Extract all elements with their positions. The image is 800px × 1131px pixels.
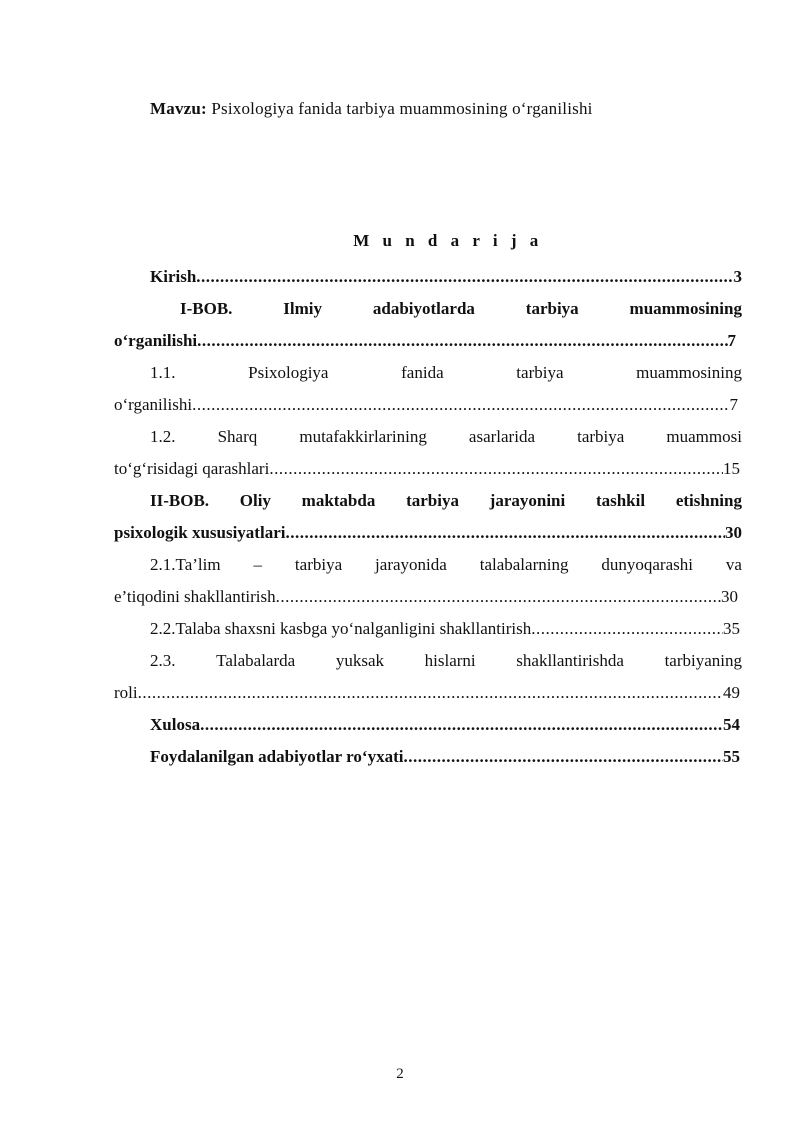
- document-topic: [150, 99, 593, 119]
- toc-entry-section-2-3[interactable]: [114, 645, 742, 709]
- toc-word: Ilmiy: [283, 299, 323, 318]
- toc-page-number: 7: [729, 395, 738, 414]
- toc-word: Oliy: [239, 491, 271, 510]
- toc-word: Talabalarda: [216, 651, 296, 670]
- toc-word: talabalarning: [479, 555, 569, 574]
- toc-word: muammosining: [636, 363, 742, 382]
- dot-leader: [403, 741, 723, 773]
- toc-entry-kirish[interactable]: [114, 261, 742, 293]
- toc-word: shakllantirishda: [516, 651, 624, 670]
- toc-page-number: 54: [723, 715, 740, 734]
- toc-entry-title-cont: o‘rganilishi: [114, 395, 193, 414]
- toc-page-number: 30: [725, 523, 742, 542]
- toc-page-number: 35: [723, 619, 740, 638]
- toc-word: tarbiyaning: [664, 651, 742, 670]
- toc-heading: M u n d a r i j a: [353, 231, 543, 250]
- toc-word: va: [725, 555, 742, 574]
- toc-page-number: 3: [733, 267, 742, 286]
- toc-entry-section-1-1[interactable]: [114, 357, 742, 421]
- toc-entry-section-2-2[interactable]: [114, 613, 742, 645]
- toc-word: mutafakkirlarining: [299, 427, 427, 446]
- topic-text: Psixologiya fanida tarbiya muammosining o‘rganilishi: [211, 99, 593, 118]
- toc-entry-xulosa[interactable]: [114, 709, 742, 741]
- toc-word: Sharq: [217, 427, 258, 446]
- toc-word: I-BOB.: [180, 299, 233, 318]
- dot-leader: [285, 517, 725, 549]
- toc-word: muammosining: [629, 299, 742, 318]
- dot-leader: [197, 325, 727, 357]
- toc-word: tarbiya: [406, 491, 459, 510]
- page-number: 2: [396, 1066, 404, 1082]
- toc-page-number: 49: [723, 683, 740, 702]
- toc-word: 2.1.Ta’lim: [150, 555, 221, 574]
- toc-word: maktabda: [301, 491, 376, 510]
- toc-word: hislarni: [424, 651, 476, 670]
- toc-page-number: 15: [723, 459, 740, 478]
- toc-entry-title-cont: to‘g‘risidagi qarashlari: [114, 459, 270, 478]
- toc-entry-title: Xulosa: [150, 715, 201, 734]
- toc-word: Psixologiya: [248, 363, 329, 382]
- toc-entry-bibliography[interactable]: [114, 741, 742, 773]
- toc-word: jarayonini: [489, 491, 566, 510]
- toc-word: 1.1.: [150, 363, 176, 382]
- toc-word: tarbiya: [577, 427, 625, 446]
- toc-entry-chapter-1[interactable]: [114, 293, 742, 357]
- toc-word: tarbiya: [516, 363, 564, 382]
- toc-word: II-BOB.: [150, 491, 210, 510]
- toc-word: 2.3.: [150, 651, 176, 670]
- table-of-contents: [114, 261, 742, 773]
- dot-leader: [196, 261, 733, 293]
- dot-leader: [200, 709, 723, 741]
- toc-word: tarbiya: [525, 299, 579, 318]
- toc-word: 1.2.: [150, 427, 176, 446]
- toc-entry-title-cont: roli: [114, 683, 138, 702]
- dot-leader: [531, 613, 723, 645]
- toc-entry-chapter-2[interactable]: [114, 485, 742, 549]
- dot-leader: [276, 581, 721, 613]
- toc-word: jarayonida: [375, 555, 447, 574]
- toc-entry-title-cont: e’tiqodini shakllantirish: [114, 587, 276, 606]
- toc-entry-title: 2.2.Talaba shaxsni kasbga yo‘nalganligini shakllantirish: [150, 619, 532, 638]
- toc-word: tarbiya: [294, 555, 343, 574]
- toc-entry-title-cont: o‘rganilishi: [114, 331, 198, 350]
- toc-word: tashkil: [595, 491, 646, 510]
- toc-entry-section-1-2[interactable]: [114, 421, 742, 485]
- toc-entry-title: Kirish: [150, 267, 197, 286]
- toc-page-number: 7: [727, 331, 736, 350]
- toc-word: dunyoqarashi: [601, 555, 693, 574]
- dot-leader: [192, 389, 729, 421]
- toc-entry-title: Foydalanilgan adabiyotlar ro‘yxati: [150, 747, 404, 766]
- dot-leader: [138, 677, 723, 709]
- toc-word: yuksak: [335, 651, 384, 670]
- toc-word: etishning: [675, 491, 742, 510]
- toc-word: fanida: [401, 363, 444, 382]
- toc-word: muammosi: [666, 427, 742, 446]
- toc-word: –: [253, 555, 262, 574]
- toc-page-number: 55: [723, 747, 740, 766]
- toc-word: adabiyotlarda: [372, 299, 475, 318]
- toc-word: asarlarida: [468, 427, 535, 446]
- toc-page-number: 30: [721, 587, 738, 606]
- toc-entry-section-2-1[interactable]: [114, 549, 742, 613]
- dot-leader: [269, 453, 723, 485]
- topic-label: Mavzu:: [150, 99, 207, 118]
- toc-entry-title-cont: psixologik xususiyatlari: [114, 523, 286, 542]
